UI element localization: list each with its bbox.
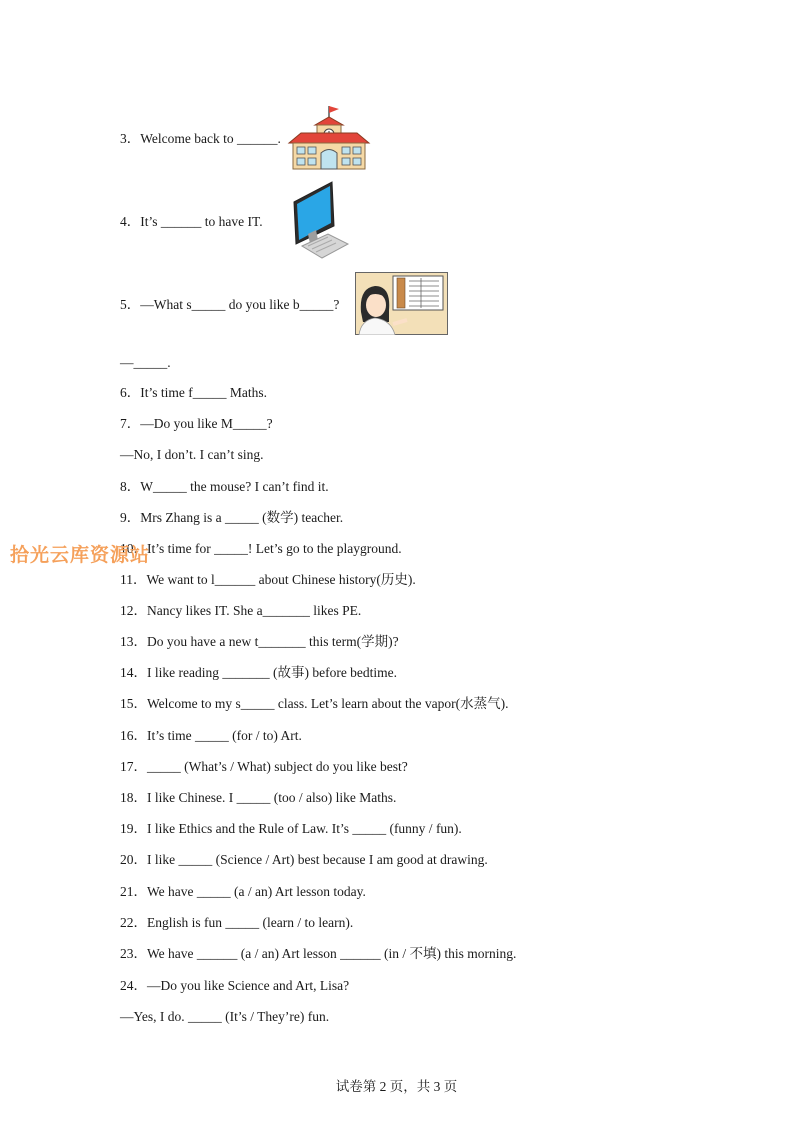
question-11: 11．We want to l______ about Chinese history(历史). [120, 572, 416, 587]
question-5: 5．—What s_____ do you like b_____? [120, 297, 340, 312]
question-16: 16．It’s time _____ (for / to) Art. [120, 728, 302, 743]
question-4: 4．It’s ______ to have IT. [120, 214, 263, 229]
question-13: 13．Do you have a new t_______ this term(学期)? [120, 634, 399, 649]
question-20: 20．I like _____ (Science / Art) best because I am good at drawing. [120, 852, 488, 867]
girl-at-chart-icon [355, 272, 448, 335]
page-footer: 试卷第 2 页，共 3 页 [335, 1079, 458, 1094]
question-7: 7．—Do you like M_____? [120, 416, 273, 431]
question-8: 8．W_____ the mouse? I can’t find it. [120, 479, 329, 494]
question-10: 10．It’s time for _____! Let’s go to the playground. [120, 541, 402, 556]
computer-icon [288, 180, 352, 260]
question-24: 24．—Do you like Science and Art, Lisa? [120, 978, 350, 993]
school-building-icon [287, 103, 371, 171]
watermark: 拾光云库资源站 [10, 544, 151, 566]
question-21: 21．We have _____ (a / an) Art lesson today. [120, 884, 366, 899]
question-14: 14．I like reading _______ (故事) before bedtime. [120, 665, 398, 680]
question-15: 15．Welcome to my s_____ class. Let’s learn about the vapor(水蒸气). [120, 696, 509, 711]
question-3: 3．Welcome back to ______. [120, 131, 281, 146]
question-17: 17．_____ (What’s / What) subject do you like best? [120, 759, 408, 774]
answer-24: —Yes, I do. _____ (It’s / They’re) fun. [120, 1009, 330, 1024]
question-9: 9．Mrs Zhang is a _____ (数学) teacher. [120, 510, 344, 525]
answer-7: —No, I don’t. I can’t sing. [120, 447, 264, 462]
question-12: 12．Nancy likes IT. She a_______ likes PE. [120, 603, 362, 618]
question-23: 23．We have ______ (a / an) Art lesson ______ (in / 不填) this morning. [120, 946, 517, 961]
question-22: 22．English is fun _____ (learn / to learn). [120, 915, 354, 930]
question-6: 6．It’s time f_____ Maths. [120, 385, 267, 400]
question-18: 18．I like Chinese. I _____ (too / also) like Maths. [120, 790, 397, 805]
answer-5: —_____. [120, 355, 171, 370]
question-19: 19．I like Ethics and the Rule of Law. It’s _____ (funny / fun). [120, 821, 462, 836]
